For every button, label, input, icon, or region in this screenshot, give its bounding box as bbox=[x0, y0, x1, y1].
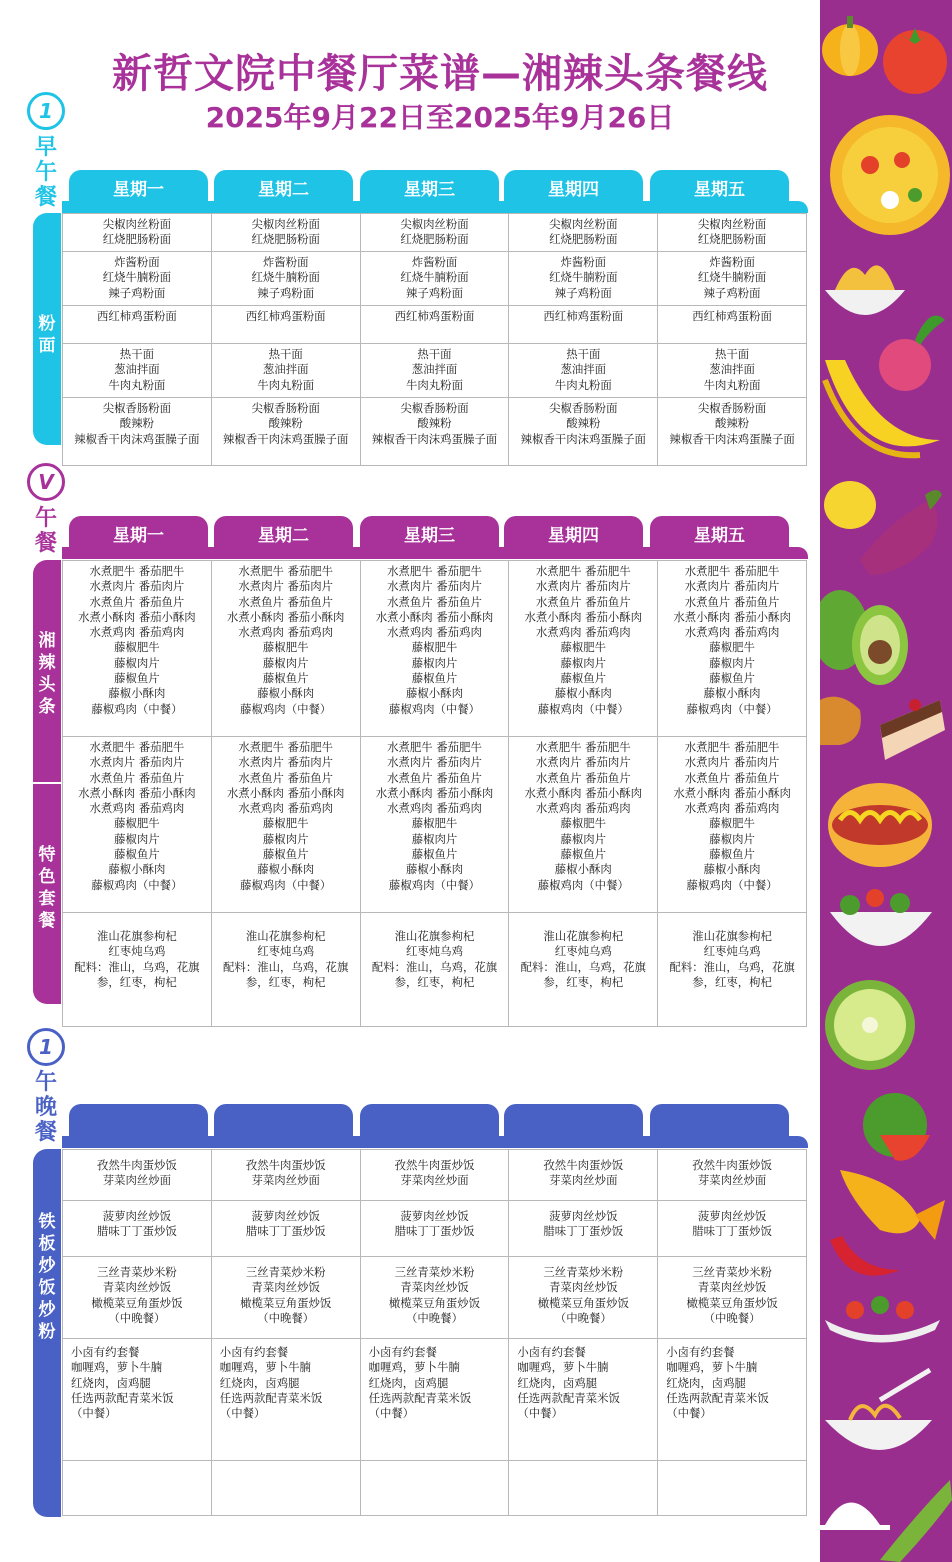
dinner-day-tab-1 bbox=[69, 1104, 208, 1138]
dinner-label: 午晚餐 bbox=[34, 1070, 57, 1145]
breakfast-label: 早午餐 bbox=[34, 135, 57, 210]
menu-cell: 淮山花旗参枸杞 红枣炖乌鸡 配料：淮山，乌鸡，花旗参，红枣，枸杞 bbox=[211, 913, 360, 1027]
menu-cell: 三丝青菜炒米粉 青菜肉丝炒饭 橄榄菜豆角蛋炒饭 （中晚餐） bbox=[211, 1257, 360, 1339]
breakfast-day-tab-1: 星期一 bbox=[69, 170, 208, 204]
menu-cell: 小卤有约套餐 咖喱鸡，萝卜牛腩 红烧肉，卤鸡腿 任选两款配青菜米饭 （中餐） bbox=[211, 1339, 360, 1461]
breakfast-day-tab-3: 星期三 bbox=[360, 170, 499, 204]
table-row bbox=[63, 398, 807, 466]
avocado-icon bbox=[820, 590, 908, 685]
menu-cell: 尖椒肉丝粉面 红烧肥肠粉面 bbox=[63, 214, 212, 252]
page-title: 新哲文院中餐厅菜谱—湘辣头条餐线 bbox=[112, 51, 768, 97]
table-row bbox=[63, 913, 807, 1027]
menu-cell: 菠萝肉丝炒饭 腊味丁丁蛋炒饭 bbox=[360, 1201, 509, 1257]
menu-cell bbox=[509, 1461, 658, 1516]
menu-cell: 尖椒香肠粉面 酸辣粉 辣椒香干肉沫鸡蛋臊子面 bbox=[658, 398, 807, 466]
menu-cell: 淮山花旗参枸杞 红枣炖乌鸡 配料：淮山，乌鸡，花旗参，红枣，枸杞 bbox=[360, 913, 509, 1027]
noodle-bowl-icon bbox=[825, 1370, 932, 1450]
menu-cell: 水煮肥牛 番茄肥牛 水煮肉片 番茄肉片 水煮鱼片 番茄鱼片 水煮小酥肉 番茄小酥肉 水煮鸡肉 番茄鸡肉 藤椒肥牛 藤椒肉片 藤椒鱼片 藤椒小酥肉 藤椒鸡肉（中餐） bbox=[211, 737, 360, 913]
salad-bowl-icon bbox=[830, 889, 932, 946]
soup-bowl-icon bbox=[830, 115, 950, 235]
menu-cell: 尖椒香肠粉面 酸辣粉 辣椒香干肉沫鸡蛋臊子面 bbox=[211, 398, 360, 466]
menu-cell: 淮山花旗参枸杞 红枣炖乌鸡 配料：淮山，乌鸡，花旗参，红枣，枸杞 bbox=[509, 913, 658, 1027]
okra-icon bbox=[880, 1480, 952, 1562]
lunch-table bbox=[62, 560, 807, 1027]
menu-cell: 西红柿鸡蛋粉面 bbox=[509, 306, 658, 344]
menu-cell: 尖椒肉丝粉面 红烧肥肠粉面 bbox=[509, 214, 658, 252]
menu-cell: 热干面 葱油拌面 牛肉丸粉面 bbox=[509, 344, 658, 398]
breakfast-day-tab-5: 星期五 bbox=[650, 170, 789, 204]
menu-cell: 炸酱粉面 红烧牛腩粉面 辣子鸡粉面 bbox=[658, 252, 807, 306]
menu-cell: 热干面 葱油拌面 牛肉丸粉面 bbox=[360, 344, 509, 398]
menu-cell: 水煮肥牛 番茄肥牛 水煮肉片 番茄肉片 水煮鱼片 番茄鱼片 水煮小酥肉 番茄小酥肉 水煮鸡肉 番茄鸡肉 藤椒肥牛 藤椒肉片 藤椒鱼片 藤椒小酥肉 藤椒鸡肉（中餐） bbox=[658, 561, 807, 737]
lunch-day-tab-5: 星期五 bbox=[650, 516, 789, 550]
menu-cell bbox=[63, 1461, 212, 1516]
menu-cell: 尖椒肉丝粉面 红烧肥肠粉面 bbox=[360, 214, 509, 252]
menu-cell: 小卤有约套餐 咖喱鸡，萝卜牛腩 红烧肉，卤鸡腿 任选两款配青菜米饭 （中餐） bbox=[658, 1339, 807, 1461]
menu-cell: 尖椒香肠粉面 酸辣粉 辣椒香干肉沫鸡蛋臊子面 bbox=[509, 398, 658, 466]
menu-cell: 孜然牛肉蛋炒饭 芽菜肉丝炒面 bbox=[658, 1150, 807, 1201]
food-illustrations bbox=[820, 0, 952, 1562]
menu-cell: 尖椒肉丝粉面 红烧肥肠粉面 bbox=[658, 214, 807, 252]
breakfast-category: 粉 面 bbox=[33, 213, 61, 445]
dinner-day-tab-2 bbox=[214, 1104, 353, 1138]
breakfast-table bbox=[62, 213, 807, 466]
cloche-icon bbox=[820, 1503, 890, 1531]
dinner-number-icon: 1 bbox=[27, 1028, 65, 1066]
table-row bbox=[63, 252, 807, 306]
table-row bbox=[63, 214, 807, 252]
chili-icon bbox=[830, 1236, 900, 1276]
lunch-day-tab-3: 星期三 bbox=[360, 516, 499, 550]
menu-cell: 淮山花旗参枸杞 红枣炖乌鸡 配料：淮山，乌鸡，花旗参，红枣，枸杞 bbox=[63, 913, 212, 1027]
menu-cell: 水煮肥牛 番茄肥牛 水煮肉片 番茄肉片 水煮鱼片 番茄鱼片 水煮小酥肉 番茄小酥肉 水煮鸡肉 番茄鸡肉 藤椒肥牛 藤椒肉片 藤椒鱼片 藤椒小酥肉 藤椒鸡肉（中餐） bbox=[509, 737, 658, 913]
menu-cell: 热干面 葱油拌面 牛肉丸粉面 bbox=[658, 344, 807, 398]
menu-cell: 尖椒香肠粉面 酸辣粉 辣椒香干肉沫鸡蛋臊子面 bbox=[360, 398, 509, 466]
lunch-day-tab-1: 星期一 bbox=[69, 516, 208, 550]
date-range: 2025年9月22日至2025年9月26日 bbox=[205, 101, 675, 134]
menu-cell: 炸酱粉面 红烧牛腩粉面 辣子鸡粉面 bbox=[63, 252, 212, 306]
kiwi-icon bbox=[825, 980, 915, 1070]
dinner-table bbox=[62, 1149, 807, 1516]
menu-cell: 西红柿鸡蛋粉面 bbox=[63, 306, 212, 344]
menu-cell: 三丝青菜炒米粉 青菜肉丝炒饭 橄榄菜豆角蛋炒饭 （中晚餐） bbox=[360, 1257, 509, 1339]
hot-dog-icon bbox=[828, 783, 932, 867]
table-row bbox=[63, 306, 807, 344]
menu-cell: 热干面 葱油拌面 牛肉丸粉面 bbox=[63, 344, 212, 398]
menu-cell: 热干面 葱油拌面 牛肉丸粉面 bbox=[211, 344, 360, 398]
dinner-day-tab-4 bbox=[504, 1104, 643, 1138]
lunch-day-tab-4: 星期四 bbox=[504, 516, 643, 550]
bread-icon bbox=[820, 697, 861, 745]
menu-cell: 炸酱粉面 红烧牛腩粉面 辣子鸡粉面 bbox=[509, 252, 658, 306]
food-decoration-panel bbox=[820, 0, 952, 1562]
menu-cell: 淮山花旗参枸杞 红枣炖乌鸡 配料：淮山，乌鸡，花旗参，红枣，枸杞 bbox=[658, 913, 807, 1027]
menu-cell bbox=[360, 1461, 509, 1516]
fish-icon bbox=[840, 1170, 945, 1240]
salad-plate-icon bbox=[825, 1296, 940, 1343]
menu-cell: 西红柿鸡蛋粉面 bbox=[658, 306, 807, 344]
menu-cell: 菠萝肉丝炒饭 腊味丁丁蛋炒饭 bbox=[658, 1201, 807, 1257]
menu-cell: 炸酱粉面 红烧牛腩粉面 辣子鸡粉面 bbox=[360, 252, 509, 306]
menu-cell: 小卤有约套餐 咖喱鸡，萝卜牛腩 红烧肉，卤鸡腿 任选两款配青菜米饭 （中餐） bbox=[63, 1339, 212, 1461]
menu-cell: 孜然牛肉蛋炒饭 芽菜肉丝炒面 bbox=[360, 1150, 509, 1201]
menu-cell: 水煮肥牛 番茄肥牛 水煮肉片 番茄肉片 水煮鱼片 番茄鱼片 水煮小酥肉 番茄小酥肉 水煮鸡肉 番茄鸡肉 藤椒肥牛 藤椒肉片 藤椒鱼片 藤椒小酥肉 藤椒鸡肉（中餐） bbox=[211, 561, 360, 737]
menu-cell: 孜然牛肉蛋炒饭 芽菜肉丝炒面 bbox=[211, 1150, 360, 1201]
menu-cell: 水煮肥牛 番茄肥牛 水煮肉片 番茄肉片 水煮鱼片 番茄鱼片 水煮小酥肉 番茄小酥肉 水煮鸡肉 番茄鸡肉 藤椒肥牛 藤椒肉片 藤椒鱼片 藤椒小酥肉 藤椒鸡肉（中餐） bbox=[63, 561, 212, 737]
menu-cell: 小卤有约套餐 咖喱鸡，萝卜牛腩 红烧肉，卤鸡腿 任选两款配青菜米饭 （中餐） bbox=[509, 1339, 658, 1461]
breakfast-number-icon: 1 bbox=[27, 92, 65, 130]
lunch-header-band bbox=[62, 547, 808, 559]
menu-cell: 菠萝肉丝炒饭 腊味丁丁蛋炒饭 bbox=[509, 1201, 658, 1257]
table-row bbox=[63, 1201, 807, 1257]
menu-cell: 尖椒香肠粉面 酸辣粉 辣椒香干肉沫鸡蛋臊子面 bbox=[63, 398, 212, 466]
dinner-header-band bbox=[62, 1136, 808, 1148]
watermelon-icon bbox=[863, 1093, 930, 1161]
menu-cell: 三丝青菜炒米粉 青菜肉丝炒饭 橄榄菜豆角蛋炒饭 （中晚餐） bbox=[509, 1257, 658, 1339]
dinner-day-tab-5 bbox=[650, 1104, 789, 1138]
lunch-check-icon: V bbox=[27, 463, 65, 501]
dinner-category: 铁 板 炒 饭 炒 粉 bbox=[33, 1149, 61, 1517]
table-row bbox=[63, 561, 807, 737]
menu-cell: 水煮肥牛 番茄肥牛 水煮肉片 番茄肉片 水煮鱼片 番茄鱼片 水煮小酥肉 番茄小酥肉 水煮鸡肉 番茄鸡肉 藤椒肥牛 藤椒肉片 藤椒鱼片 藤椒小酥肉 藤椒鸡肉（中餐） bbox=[658, 737, 807, 913]
radish-icon bbox=[879, 316, 945, 392]
table-row bbox=[63, 1150, 807, 1201]
menu-cell: 三丝青菜炒米粉 青菜肉丝炒饭 橄榄菜豆角蛋炒饭 （中晚餐） bbox=[63, 1257, 212, 1339]
lemon-icon bbox=[824, 481, 876, 529]
table-row bbox=[63, 1461, 807, 1516]
menu-cell: 孜然牛肉蛋炒饭 芽菜肉丝炒面 bbox=[509, 1150, 658, 1201]
menu-cell: 尖椒肉丝粉面 红烧肥肠粉面 bbox=[211, 214, 360, 252]
menu-cell: 水煮肥牛 番茄肥牛 水煮肉片 番茄肉片 水煮鱼片 番茄鱼片 水煮小酥肉 番茄小酥肉 水煮鸡肉 番茄鸡肉 藤椒肥牛 藤椒肉片 藤椒鱼片 藤椒小酥肉 藤椒鸡肉（中餐） bbox=[360, 737, 509, 913]
pumpkin-icon bbox=[822, 16, 878, 76]
menu-cell: 三丝青菜炒米粉 青菜肉丝炒饭 橄榄菜豆角蛋炒饭 （中晚餐） bbox=[658, 1257, 807, 1339]
table-row bbox=[63, 344, 807, 398]
breakfast-day-tab-4: 星期四 bbox=[504, 170, 643, 204]
breakfast-day-tab-2: 星期二 bbox=[214, 170, 353, 204]
cake-icon bbox=[880, 699, 945, 760]
menu-cell: 小卤有约套餐 咖喱鸡，萝卜牛腩 红烧肉，卤鸡腿 任选两款配青菜米饭 （中餐） bbox=[360, 1339, 509, 1461]
table-row bbox=[63, 1257, 807, 1339]
menu-cell: 水煮肥牛 番茄肥牛 水煮肉片 番茄肉片 水煮鱼片 番茄鱼片 水煮小酥肉 番茄小酥肉 水煮鸡肉 番茄鸡肉 藤椒肥牛 藤椒肉片 藤椒鱼片 藤椒小酥肉 藤椒鸡肉（中餐） bbox=[63, 737, 212, 913]
menu-cell: 炸酱粉面 红烧牛腩粉面 辣子鸡粉面 bbox=[211, 252, 360, 306]
chips-bowl-icon bbox=[825, 265, 905, 315]
menu-cell: 水煮肥牛 番茄肥牛 水煮肉片 番茄肉片 水煮鱼片 番茄鱼片 水煮小酥肉 番茄小酥肉 水煮鸡肉 番茄鸡肉 藤椒肥牛 藤椒肉片 藤椒鱼片 藤椒小酥肉 藤椒鸡肉（中餐） bbox=[360, 561, 509, 737]
menu-cell: 菠萝肉丝炒饭 腊味丁丁蛋炒饭 bbox=[63, 1201, 212, 1257]
menu-cell bbox=[658, 1461, 807, 1516]
tomato-icon bbox=[883, 28, 947, 94]
table-row bbox=[63, 737, 807, 913]
menu-cell: 西红柿鸡蛋粉面 bbox=[211, 306, 360, 344]
table-row bbox=[63, 1339, 807, 1461]
lunch-category-a: 湘 辣 头 条 bbox=[33, 560, 61, 782]
menu-cell: 西红柿鸡蛋粉面 bbox=[360, 306, 509, 344]
menu-cell: 水煮肥牛 番茄肥牛 水煮肉片 番茄肉片 水煮鱼片 番茄鱼片 水煮小酥肉 番茄小酥肉 水煮鸡肉 番茄鸡肉 藤椒肥牛 藤椒肉片 藤椒鱼片 藤椒小酥肉 藤椒鸡肉（中餐） bbox=[509, 561, 658, 737]
dinner-day-tab-3 bbox=[360, 1104, 499, 1138]
menu-cell: 菠萝肉丝炒饭 腊味丁丁蛋炒饭 bbox=[211, 1201, 360, 1257]
lunch-day-tab-2: 星期二 bbox=[214, 516, 353, 550]
lunch-label: 午餐 bbox=[34, 506, 57, 556]
lunch-category-b: 特 色 套 餐 bbox=[33, 784, 61, 1004]
menu-cell: 孜然牛肉蛋炒饭 芽菜肉丝炒面 bbox=[63, 1150, 212, 1201]
breakfast-header-band bbox=[62, 201, 808, 213]
menu-cell bbox=[211, 1461, 360, 1516]
